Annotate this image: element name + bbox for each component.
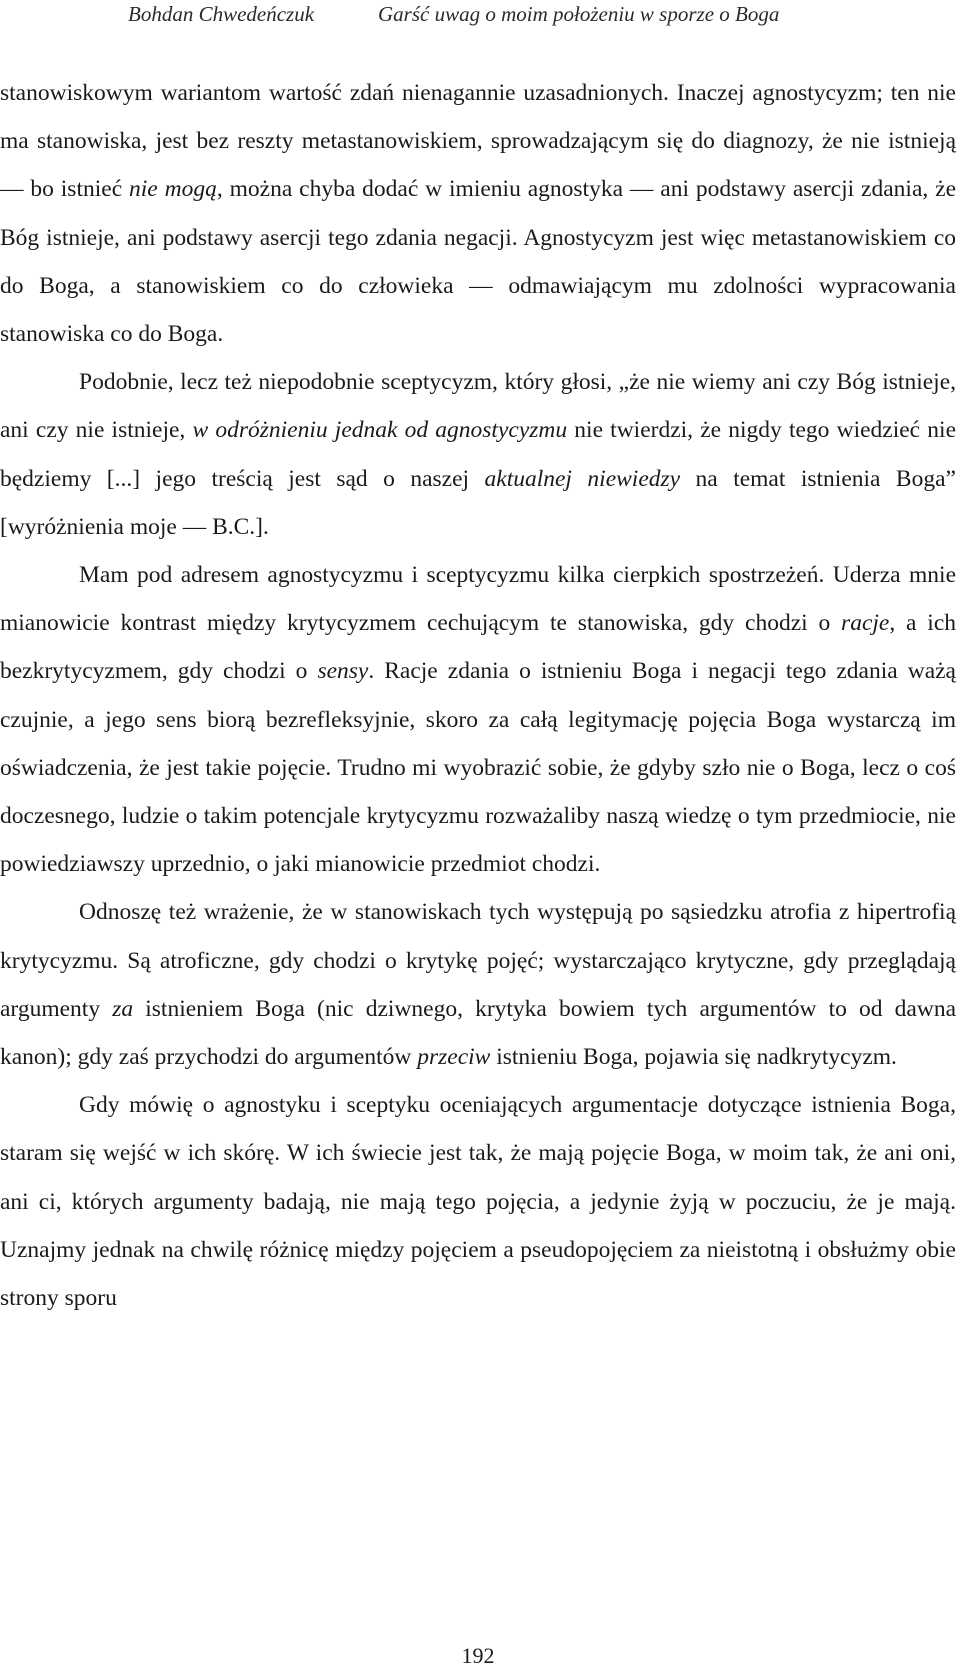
header-title: Garść uwag o moim położeniu w sporze o Boga bbox=[378, 2, 780, 26]
paragraph bbox=[0, 888, 956, 1081]
paragraph-text: istnieniu Boga, pojawia się nadkrytycyzm. bbox=[490, 1044, 897, 1071]
page-number: 192 bbox=[461, 1643, 495, 1668]
paragraph-text: na temat istnienia Boga” [wyróżnienia moje — B.C.]. bbox=[0, 465, 956, 540]
paragraph-text: nie twierdzi, że nigdy tego wiedzieć nie będziemy [...] jego treścią jest sąd o naszej bbox=[0, 417, 956, 492]
paragraph-text: Odnoszę też wrażenie, że w stanowiskach tych występują po sąsiedzku atrofia z hipertrofią krytycyzmu. Są atroficzne, gdy chodzi o krytykę pojęć; wystarczająco krytyczne, gdy przeglądają argumenty bbox=[0, 899, 956, 1022]
paragraph-text: , można chyba dodać w imieniu agnostyka — ani podstawy asercji zdania, że Bóg istnieje, ani podstawy asercji tego zdania negacji. Agnostycyzm jest więc metastanowiskiem co do Boga, a stanowiskiem co do człowieka — odmawiającym mu zdolności wypracowania stanowiska co do Boga. bbox=[0, 176, 957, 348]
paragraph-text: , a ich bezkrytycyzmem, gdy chodzi o bbox=[0, 610, 957, 685]
paragraph-text: Podobnie, lecz też niepodobnie sceptycyzm, który głosi, „że nie wiemy ani czy Bóg istnieje, ani czy nie istnieje, bbox=[0, 369, 956, 444]
italic-text: racje bbox=[841, 610, 890, 637]
paragraph-text: Gdy mówię o agnostyku i sceptyku oceniających argumentacje dotyczące istnienia Boga, staram się wejść w ich skórę. W ich świecie jest tak, że mają pojęcie Boga, w moim tak, że ani oni, ani ci, których argumenty badają, nie mają tego pojęcia, a jedynie żyją w poczuciu, że je mają. Uznajmy jednak na chwilę różnicę między pojęciem a pseudopojęciem za nieistotną i obsłużmy obie strony sporu bbox=[0, 1092, 956, 1312]
italic-text: nie mogą bbox=[129, 176, 217, 203]
italic-text: aktualnej niewiedzy bbox=[484, 465, 681, 492]
paragraph bbox=[0, 69, 956, 358]
header-author: Bohdan Chwedeńczuk bbox=[128, 2, 315, 26]
paragraph bbox=[0, 358, 956, 551]
paragraph-text: . Racje zdania o istnieniu Boga i negacji tego zdania ważą czujnie, a jego sens biorą bezrefleksyjnie, skoro za całą legitymację pojęcia Boga wystarczą im oświadczenia, że jest takie pojęcie. Trudno mi wyobrazić sobie, że gdyby szło nie o Boga, lecz o coś doczesnego, ludzie o takim potencjale krytycyzmu rozważaliby naszą wiedzę o tym przedmiocie, nie powiedziawszy uprzednio, o jaki mianowicie przedmiot chodzi. bbox=[0, 658, 956, 878]
paragraph bbox=[0, 551, 956, 888]
paragraph-text: istnieniem Boga (nic dziwnego, krytyka bowiem tych argumentów to od dawna kanon); gdy zaś przychodzi do argumentów bbox=[0, 995, 956, 1071]
running-header bbox=[0, 0, 960, 34]
italic-text: przeciw bbox=[417, 1044, 491, 1071]
italic-text: za bbox=[112, 995, 134, 1022]
paragraph-text: Mam pod adresem agnostycyzmu i sceptycyzmu kilka cierpkich spostrzeżeń. Uderza mnie mianowicie kontrast między krytycyzmem cechującym te stanowiska, gdy chodzi o bbox=[0, 562, 956, 637]
paragraph-text: stanowiskowym wariantom wartość zdań nienagannie uzasadnionych. Inaczej agnostycyzm; ten nie ma stanowiska, jest bez reszty metastanowiskiem, sprowadzającym się do diagnozy, że nie istnieją — bo istnieć bbox=[0, 80, 956, 203]
italic-text: w odróżnieniu jednak od agnostycyzmu bbox=[192, 417, 568, 444]
italic-text: sensy bbox=[317, 658, 369, 685]
paragraph bbox=[0, 1081, 956, 1322]
body-text bbox=[0, 69, 956, 1322]
